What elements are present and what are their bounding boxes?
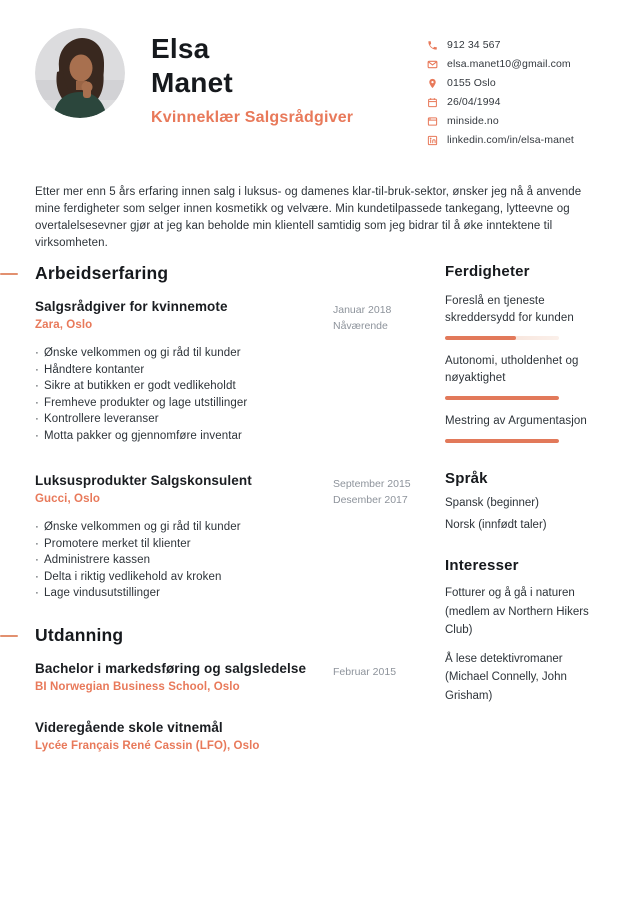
edu-2-date bbox=[333, 720, 428, 752]
section-heading-interests: Interesser bbox=[445, 557, 519, 574]
education-entry bbox=[35, 720, 430, 752]
skill-progress-fill bbox=[445, 336, 516, 340]
skill-label: Mestring av Argumentasjon bbox=[445, 415, 587, 427]
job-2-date-start: September 2015 bbox=[333, 478, 411, 490]
bullet-dot: · bbox=[35, 380, 39, 392]
section-heading-skills: Ferdigheter bbox=[445, 263, 530, 280]
job-2-title: Luksusprodukter Salgskonsulent bbox=[35, 473, 252, 488]
list-item: · Kontrollere leveranser bbox=[35, 411, 430, 428]
experience-entry bbox=[35, 473, 430, 602]
education-entry bbox=[35, 661, 430, 693]
list-item: · Promotere merket til klienter bbox=[35, 536, 430, 553]
summary-paragraph: Etter mer enn 5 års erfaring innen salg i luksus- og damenes klar-til-bruk-sektor, ønsker jeg nå å anvende mine ferdigheter som selger innen kosmetikk og velvære. Min kundetilpassede tankegang, lytteevne og overtalelsesevner gjør at jeg kan beholde min klientell samtidig som jeg bidrar til å øke inntektene til virksomheten. bbox=[35, 186, 582, 249]
email-value: elsa.manet10@gmail.com bbox=[447, 58, 571, 70]
phone-icon bbox=[427, 40, 438, 51]
job-1-date-start: Januar 2018 bbox=[333, 304, 392, 316]
location-icon bbox=[427, 78, 438, 89]
skill-progress-fill bbox=[445, 396, 559, 400]
skill-label: Foreslå en tjeneste skreddersydd for kunden bbox=[445, 295, 574, 324]
job-2-bullets bbox=[35, 519, 430, 602]
edu-2-school: Lycée Français René Cassin (LFO), Oslo bbox=[35, 739, 260, 752]
contact-list bbox=[427, 28, 605, 153]
bullet-dot: · bbox=[35, 347, 39, 359]
interests-section bbox=[445, 557, 605, 705]
job-1-company: Zara, Oslo bbox=[35, 319, 93, 331]
interest-item: Å lese detektivromaner (Michael Connelly, John Grisham) bbox=[445, 652, 567, 702]
bullet-dot: · bbox=[35, 429, 39, 442]
avatar bbox=[35, 28, 125, 118]
identity-block bbox=[151, 28, 353, 127]
list-item: · Sikre at butikken er godt vedlikeholdt bbox=[35, 378, 430, 395]
list-item: · Ønske velkommen og gi råd til kunder bbox=[35, 519, 430, 536]
edu-1-school: BI Norwegian Business School, Oslo bbox=[35, 680, 240, 693]
website-icon bbox=[427, 116, 438, 127]
job-1-date-end: Nåværende bbox=[333, 320, 388, 332]
language-item: Spansk (beginner) bbox=[445, 497, 539, 509]
list-item: · Fremheve produkter og lage utstillinger bbox=[35, 395, 430, 412]
main-columns bbox=[35, 263, 605, 752]
bullet-dot: · bbox=[35, 570, 39, 583]
list-item: · Håndtere kontanter bbox=[35, 362, 430, 379]
language-item: Norsk (innfødt taler) bbox=[445, 519, 547, 531]
calendar-icon bbox=[427, 97, 438, 108]
skill-item bbox=[445, 353, 605, 400]
website-value: minside.no bbox=[447, 115, 499, 127]
phone-value: 912 34 567 bbox=[447, 39, 501, 51]
edu-1-date: Februar 2015 bbox=[333, 665, 397, 678]
header bbox=[35, 28, 605, 153]
contact-row-linkedin bbox=[427, 134, 605, 146]
job-1-dates bbox=[333, 299, 428, 334]
skill-label: Autonomi, utholdenhet og nøyaktighet bbox=[445, 355, 579, 384]
left-column bbox=[35, 263, 430, 752]
experience-entry bbox=[35, 299, 430, 444]
right-column bbox=[445, 263, 605, 752]
list-item: · Motta pakker og gjennomføre inventar bbox=[35, 428, 430, 445]
list-item: · Ønske velkommen og gi råd til kunder bbox=[35, 345, 430, 362]
contact-row-birthdate bbox=[427, 96, 605, 108]
job-1-bullets bbox=[35, 345, 430, 444]
skill-progress-track bbox=[445, 396, 559, 400]
bullet-dot: · bbox=[35, 363, 39, 376]
bullet-dot: · bbox=[35, 537, 39, 550]
list-item: · Administrere kassen bbox=[35, 552, 430, 569]
contact-row-email bbox=[427, 58, 605, 70]
contact-row-phone bbox=[427, 39, 605, 51]
bullet-dot: · bbox=[35, 396, 39, 409]
linkedin-icon bbox=[427, 135, 438, 146]
skill-progress-fill bbox=[445, 439, 559, 443]
education-section bbox=[35, 625, 430, 752]
name-line-2: Manet bbox=[151, 67, 233, 98]
skill-progress-track bbox=[445, 336, 559, 340]
skill-item bbox=[445, 413, 605, 443]
linkedin-value: linkedin.com/in/elsa-manet bbox=[447, 134, 574, 146]
job-1-title: Salgsrådgiver for kvinnemote bbox=[35, 299, 228, 314]
job-2-dates bbox=[333, 473, 428, 508]
bullet-dot: · bbox=[35, 413, 39, 425]
job-title: Kvinneklær Salgsrådgiver bbox=[151, 109, 354, 126]
name-line-1: Elsa bbox=[151, 33, 210, 64]
edu-1-title: Bachelor i markedsføring og salgsledelse bbox=[35, 660, 307, 676]
email-icon bbox=[427, 59, 438, 70]
section-heading-experience: Arbeidserfaring bbox=[35, 263, 430, 284]
location-value: 0155 Oslo bbox=[447, 77, 496, 89]
skill-progress-track bbox=[445, 439, 559, 443]
bullet-dot: · bbox=[35, 521, 39, 533]
section-heading-languages: Språk bbox=[445, 470, 488, 487]
contact-row-website bbox=[427, 115, 605, 127]
edu-2-title: Videregående skole vitnemål bbox=[35, 719, 223, 735]
list-item: · Lage vindusutstillinger bbox=[35, 585, 430, 602]
languages-section bbox=[445, 470, 605, 531]
bullet-dot: · bbox=[35, 587, 39, 599]
bullet-dot: · bbox=[35, 554, 39, 566]
section-heading-education: Utdanning bbox=[35, 625, 430, 646]
list-item: · Delta i riktig vedlikehold av kroken bbox=[35, 569, 430, 586]
avatar-photo-illustration bbox=[35, 28, 125, 118]
birthdate-value: 26/04/1994 bbox=[447, 96, 501, 108]
interest-item: Fotturer og å gå i naturen (medlem av Northern Hikers Club) bbox=[445, 587, 589, 636]
skill-item bbox=[445, 293, 605, 340]
contact-row-location bbox=[427, 77, 605, 89]
job-2-date-end: Desember 2017 bbox=[333, 494, 408, 506]
job-2-company: Gucci, Oslo bbox=[35, 493, 101, 505]
